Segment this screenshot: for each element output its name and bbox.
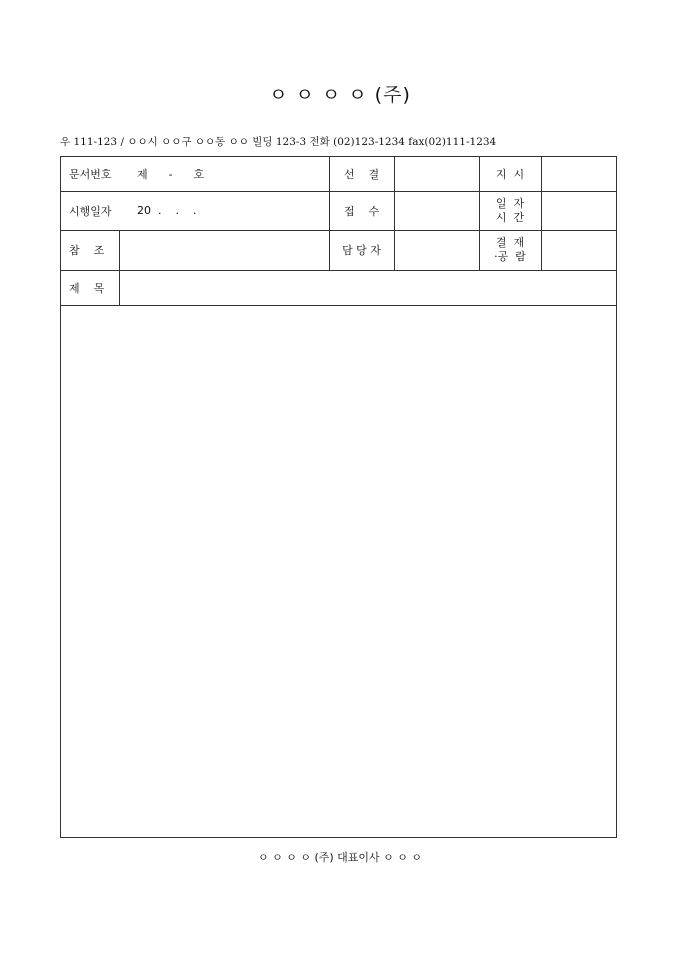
person-in-charge-field[interactable] (395, 230, 479, 270)
date-label: 일 자 (495, 196, 525, 210)
issue-date-label: 시행일자 (69, 204, 112, 218)
reference-field[interactable] (120, 230, 329, 270)
time-label: 시 간 (495, 210, 525, 224)
doc-number-label: 문서번호 (69, 168, 112, 181)
approval-label-line1: 결 재 (495, 236, 525, 249)
company-title: ㅇ ㅇ ㅇ ㅇ (주) (269, 84, 411, 106)
person-in-charge-label: 담 당 자 (342, 244, 381, 257)
subject-field[interactable] (120, 270, 617, 305)
approval-label (479, 230, 541, 270)
jisi-field[interactable] (542, 157, 617, 191)
jisi-label: 지 시 (495, 168, 525, 181)
date-time-label (479, 191, 541, 230)
approval-field[interactable] (542, 230, 617, 270)
reference-label: 참 조 (69, 244, 105, 257)
approval-label-line2: ·공 람 (494, 250, 526, 263)
seongyeol-label: 선 결 (343, 168, 380, 181)
footer-signature: ㅇ ㅇ ㅇ ㅇ (주) 대표이사 ㅇ ㅇ ㅇ (257, 851, 423, 864)
document-form (60, 156, 617, 838)
company-address: 우 111-123 / ㅇㅇ시 ㅇㅇ구 ㅇㅇ동 ㅇㅇ 빌딩 123-3 전화 (02)123-1234 fax(02)111-1234 (60, 136, 497, 148)
date-time-field[interactable] (542, 191, 617, 230)
seongyeol-field[interactable] (395, 157, 479, 191)
doc-number-field[interactable]: 제 - 호 (137, 168, 205, 181)
document-body[interactable] (61, 306, 617, 838)
jeopsu-field[interactable] (395, 191, 479, 230)
issue-date-field[interactable]: 20 . . . (137, 204, 197, 217)
subject-label: 제 목 (69, 281, 105, 295)
jeopsu-label: 접 수 (343, 204, 380, 218)
